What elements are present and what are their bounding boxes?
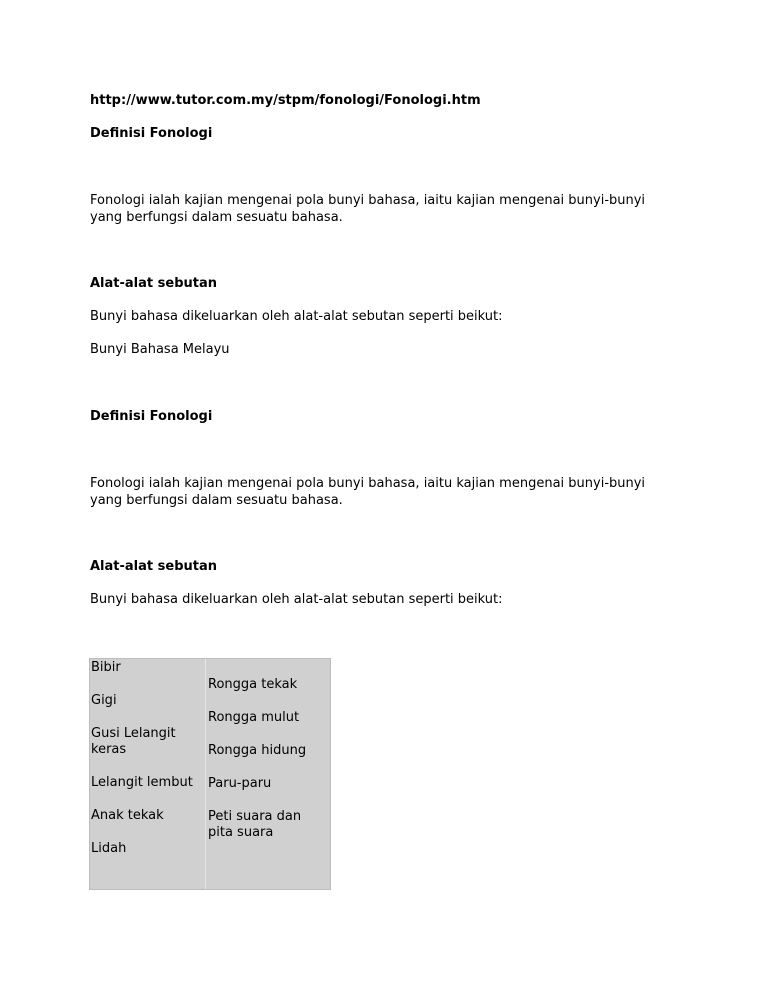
table-cell: Gigi [91,693,117,708]
source-url: http://www.tutor.com.my/stpm/fonologi/Fonologi.htm [90,93,481,108]
table-cell: Bibir [91,660,121,675]
table-cell: Rongga hidung [208,743,307,758]
table-cell: Peti suara dan pita suara [208,809,302,840]
definition-paragraph-2: Fonologi ialah kajian mengenai pola bunyi bahasa, iaitu kajian mengenai bunyi-bunyi yang berfungsi dalam sesuatu bahasa. [90,476,646,508]
table-column-right [206,659,330,889]
speech-organs-table [89,658,331,890]
table-cell: Paru-paru [208,776,272,791]
table-cell: Lelangit lembut [91,775,193,790]
table-column-left [90,659,206,889]
table-cell: Anak tekak [91,808,164,823]
section-heading-definisi-1: Definisi Fonologi [90,126,213,141]
bunyi-bahasa-melayu-line: Bunyi Bahasa Melayu [90,342,230,357]
table-cell: Lidah [91,841,127,856]
table-cell: Gusi Lelangit keras [91,726,176,757]
table-cell: Rongga mulut [208,710,300,725]
alat-paragraph-2: Bunyi bahasa dikeluarkan oleh alat-alat sebutan seperti beikut: [90,592,503,607]
alat-paragraph-1: Bunyi bahasa dikeluarkan oleh alat-alat sebutan seperti beikut: [90,309,503,324]
definition-paragraph-1: Fonologi ialah kajian mengenai pola bunyi bahasa, iaitu kajian mengenai bunyi-bunyi yang berfungsi dalam sesuatu bahasa. [90,193,646,225]
section-heading-alat-2: Alat-alat sebutan [90,559,217,574]
section-heading-alat-1: Alat-alat sebutan [90,276,217,291]
section-heading-definisi-2: Definisi Fonologi [90,409,213,424]
table-cell: Rongga tekak [208,677,298,692]
